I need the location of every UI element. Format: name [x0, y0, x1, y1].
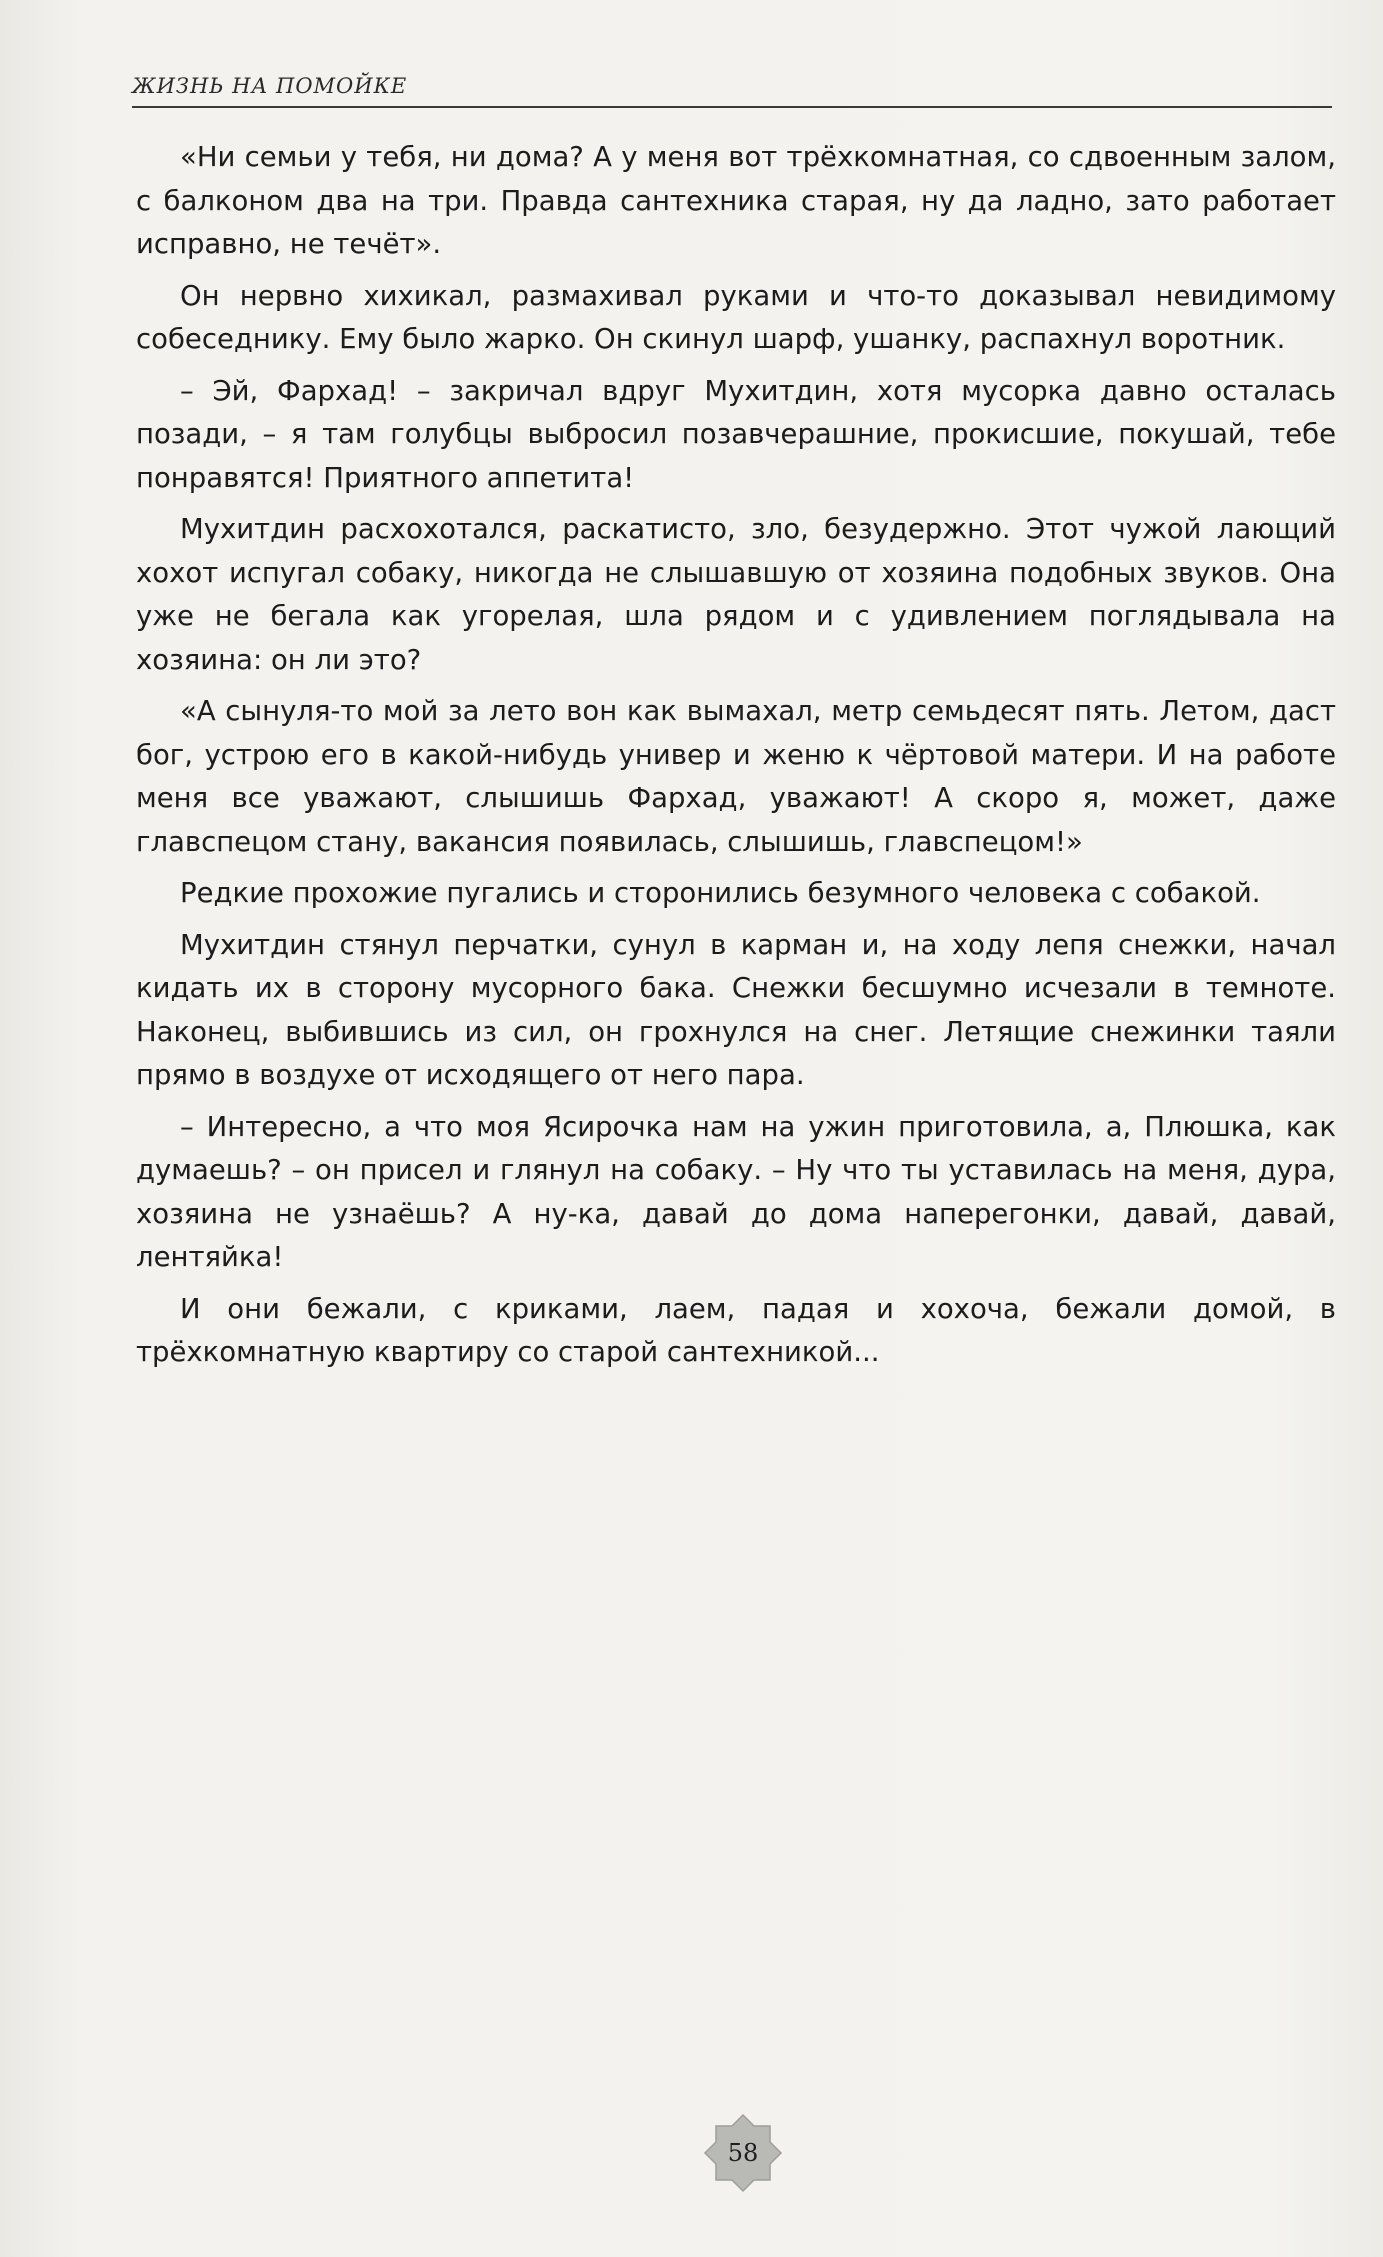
- page-number-badge: [703, 2113, 783, 2193]
- paragraph-8: – Интересно, а что моя Ясирочка нам на ужин приготовила, а, Плюшка, как думаешь? – он присел и глянул на собаку. – Ну что ты уставилась на меня, дура, хозяина не узнаёшь? А ну-ка, давай до дома наперегонки, давай, давай, лентяйка!: [136, 1110, 1336, 1273]
- running-header: [132, 72, 1332, 108]
- body-text: [136, 136, 1336, 1383]
- running-header-title: ЖИЗНЬ НА ПОМОЙКЕ: [132, 74, 408, 98]
- paragraph-9: И они бежали, с криками, лаем, падая и хохоча, бежали домой, в трёхкомнатную квартиру со старой сантехникой...: [136, 1292, 1336, 1368]
- paragraph-3: – Эй, Фархад! – закричал вдруг Мухитдин, хотя мусорка давно осталась позади, – я там голубцы выбросил позавчерашние, прокисшие, покушай, тебе понравятся! Приятного аппетита!: [136, 374, 1336, 494]
- paragraph-4: Мухитдин расхохотался, раскатисто, зло, безудержно. Этот чужой лающий хохот испугал собаку, никогда не слышавшую от хозяина подобных звуков. Она уже не бегала как угорелая, шла рядом и с удивлением поглядывала на хозяина: он ли это?: [136, 513, 1336, 676]
- paragraph-5: «А сынуля-то мой за лето вон как вымахал, метр семьдесят пять. Летом, даст бог, устрою его в какой-нибудь универ и женю к чёртовой матери. И на работе меня все уважают, слышишь Фархад, уважают! А скоро я, может, даже главспецом стану, вакансия появилась, слышишь, главспецом!»: [136, 695, 1336, 858]
- paragraph-2: Он нервно хихикал, размахивал руками и что-то доказывал невидимому собеседнику. Ему было жарко. Он скинул шарф, ушанку, распахнул воротник.: [136, 279, 1336, 355]
- paragraph-7: Мухитдин стянул перчатки, сунул в карман и, на ходу лепя снежки, начал кидать их в сторону мусорного бака. Снежки бесшумно исчезали в темноте. Наконец, выбившись из сил, он грохнулся на снег. Летящие снежинки таяли прямо в воздухе от исходящего от него пара.: [136, 928, 1336, 1091]
- page-number: 58: [727, 2139, 759, 2167]
- paragraph-1: «Ни семьи у тебя, ни дома? А у меня вот трёхкомнатная, со сдвоенным залом, с балконом два на три. Правда сантехника старая, ну да ладно, зато работает исправно, не течёт».: [136, 141, 1336, 260]
- paragraph-6: Редкие прохожие пугались и сторонились безумного человека с собакой.: [180, 877, 1261, 909]
